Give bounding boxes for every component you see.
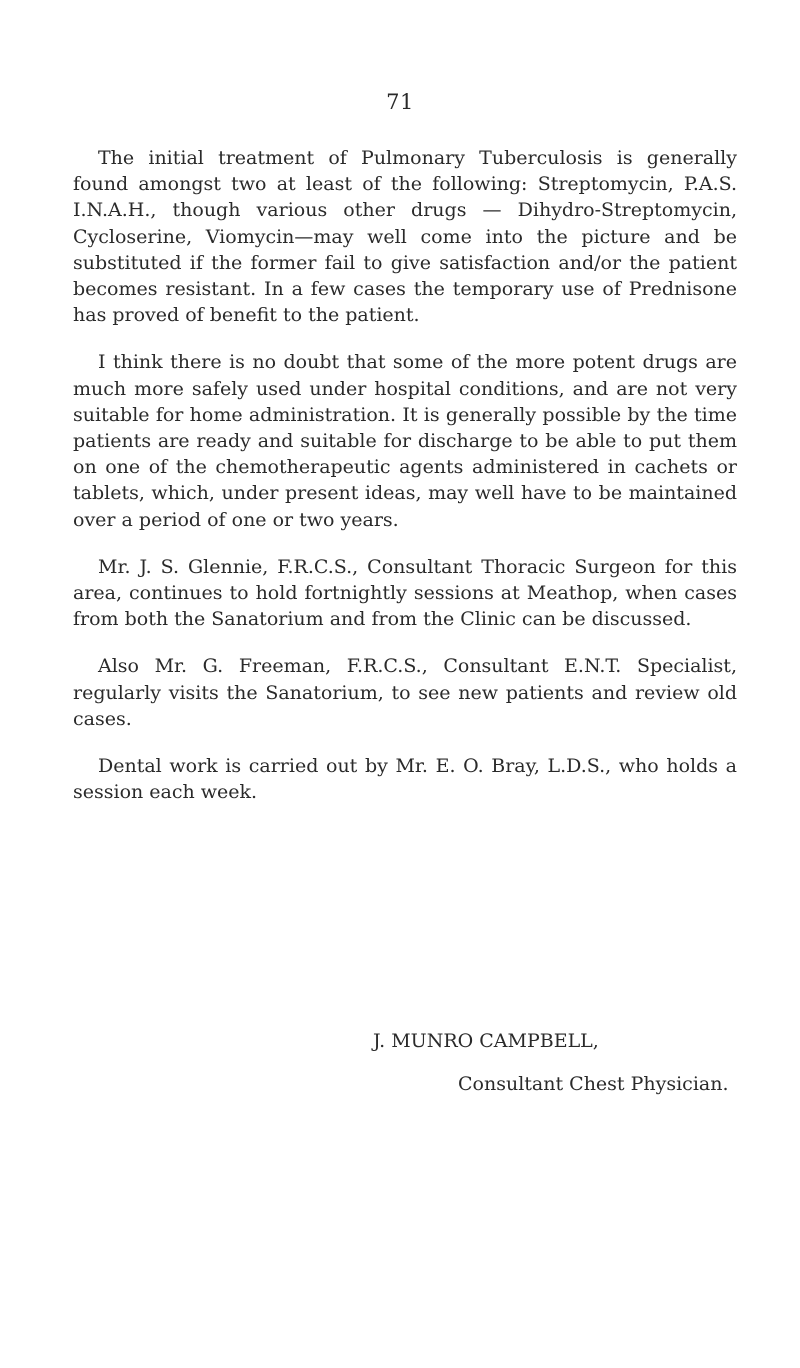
signature-name: J. MUNRO CAMPBELL, <box>373 1030 599 1052</box>
paragraph-initial-treatment: The initial treatment of Pulmonary Tuberculosis is generally found amongst two at least of the following: Streptomycin, P.A.S. I.N.A.H., though various other drugs — Dihydro-Streptomycin, Cycloserine, Viomycin—may well come into the picture and be substituted if the former fail to give satisfaction and/or the patient becomes resistant. In a few cases the temporary use of Prednisone has proved of benefit to the patient. <box>73 147 737 327</box>
report-body <box>73 145 737 826</box>
page-number: 71 <box>386 90 414 114</box>
signature-title: Consultant Chest Physician. <box>458 1073 729 1095</box>
paragraph-ent-specialist: Also Mr. G. Freeman, F.R.C.S., Consultant E.N.T. Specialist, regularly visits the Sanatorium, to see new patients and review old cases. <box>73 655 737 730</box>
paragraph-dental-work: Dental work is carried out by Mr. E. O. Bray, L.D.S., who holds a session each week. <box>73 755 737 804</box>
paragraph-potent-drugs: I think there is no doubt that some of the more potent drugs are much more safely used under hospital conditions, and are not very suitable for home administration. It is generally possible by the time patients are ready and suitable for discharge to be able to put them on one of the chemotherapeutic agents administered in cachets or tablets, which, under present ideas, may well have to be maintained over a period of one or two years. <box>73 351 737 531</box>
paragraph-thoracic-surgeon: Mr. J. S. Glennie, F.R.C.S., Consultant Thoracic Surgeon for this area, continues to hold fortnightly sessions at Meathop, when cases from both the Sanatorium and from the Clinic can be discussed. <box>73 555 737 631</box>
